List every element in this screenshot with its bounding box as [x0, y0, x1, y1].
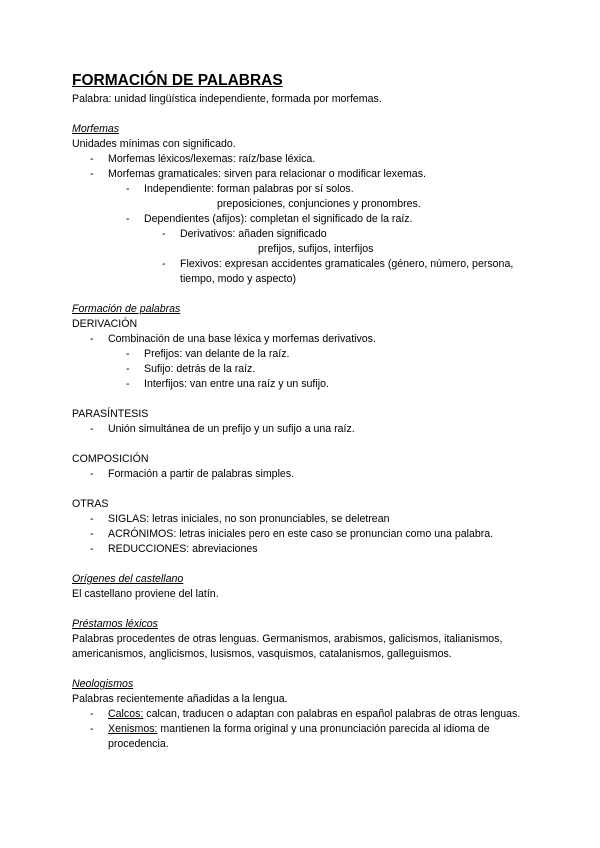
list-item: - Dependientes (afijos): completan el significado de la raíz. - Derivativos: añaden significado prefijos, sufijos, interfijos - Flexivos: expresan accidentes gramaticales (género, número, persona, tiempo, modo y aspecto)	[108, 212, 532, 287]
list-item: - Morfemas léxicos/lexemas: raíz/base léxica.	[72, 152, 532, 167]
list-item: - Combinación de una base léxica y morfemas derivativos. - Prefijos: van delante de la raíz. - Sufijo: detrás de la raíz. - Interfijos: van entre una raíz y un sufijo.	[72, 332, 532, 392]
section-heading-formacion: Formación de palabras	[72, 303, 181, 315]
parasintesis-label: PARASÍNTESIS	[72, 408, 149, 420]
list-item: - Calcos: calcan, traducen o adaptan con palabras en español palabras de otras lenguas.	[72, 707, 532, 722]
section-heading-neologismos: Neologismos	[72, 678, 134, 690]
origenes-text: El castellano proviene del latín.	[72, 588, 219, 600]
otras-label: OTRAS	[72, 498, 109, 510]
derivacion-label: DERIVACIÓN	[72, 318, 138, 330]
neologismos-text: Palabras recientemente añadidas a la lengua.	[72, 693, 288, 705]
list-item: - ACRÓNIMOS: letras iniciales pero en este caso se pronuncian como una palabra.	[72, 527, 532, 542]
xenismos-term: Xenismos:	[108, 723, 158, 735]
derivacion-sublist	[108, 347, 532, 392]
document-body	[72, 72, 532, 752]
morfemas-text: Unidades mínimas con significado.	[72, 138, 236, 150]
prestamos-text: Palabras procedentes de otras lenguas. Germanismos, arabismos, galicismos, italianismos, americanismos, anglicismos, lusismos, vasquismos, catalanismos, galleguismos.	[72, 633, 503, 660]
page-title: FORMACIÓN DE PALABRAS	[72, 72, 283, 89]
section-heading-prestamos: Préstamos léxicos	[72, 618, 158, 630]
composicion-list	[72, 467, 532, 482]
derivativos-continuation: prefijos, sufijos, interfijos	[258, 243, 374, 255]
parasintesis-list	[72, 422, 532, 437]
composicion-label: COMPOSICIÓN	[72, 453, 149, 465]
list-item: - Derivativos: añaden significado prefijos, sufijos, interfijos	[144, 227, 532, 257]
list-item: - Unión simultánea de un prefijo y un sufijo a una raíz.	[72, 422, 532, 437]
list-item: - Morfemas gramaticales: sirven para relacionar o modificar lexemas. - Independiente: forman palabras por sí solos. preposiciones, conjunciones y pronombres. - Dependientes (afijos): completan el significado de la raíz. - Derivativos: añaden significado prefijos, sufijos, interfijos - Flexivos: expresan accidentes gramaticales (género, número, persona, tiempo, modo y aspecto)	[72, 167, 532, 287]
list-item: - Sufijo: detrás de la raíz.	[108, 362, 532, 377]
section-heading-morfemas: Morfemas	[72, 123, 120, 135]
dependientes-sublist	[144, 227, 532, 287]
list-item: - REDUCCIONES: abreviaciones	[72, 542, 532, 557]
list-item: - Xenismos: mantienen la forma original y una pronunciación parecida al idioma de procedencia.	[72, 722, 532, 752]
independiente-continuation: preposiciones, conjunciones y pronombres.	[217, 198, 421, 210]
list-item: - Formación a partir de palabras simples.	[72, 467, 532, 482]
calcos-term: Calcos:	[108, 708, 144, 720]
list-item: - Prefijos: van delante de la raíz.	[108, 347, 532, 362]
morfemas-list	[72, 152, 532, 287]
list-item: - Flexivos: expresan accidentes gramaticales (género, número, persona, tiempo, modo y aspecto)	[144, 257, 532, 287]
otras-list	[72, 512, 532, 557]
intro-text: Palabra: unidad lingüística independiente, formada por morfemas.	[72, 93, 382, 105]
gramaticales-sublist	[108, 182, 532, 287]
list-item: - Independiente: forman palabras por sí solos. preposiciones, conjunciones y pronombres.	[108, 182, 532, 212]
section-heading-origenes: Orígenes del castellano	[72, 573, 184, 585]
list-item: - SIGLAS: letras iniciales, no son pronunciables, se deletrean	[72, 512, 532, 527]
list-item: - Interfijos: van entre una raíz y un sufijo.	[108, 377, 532, 392]
neologismos-list	[72, 707, 532, 752]
derivacion-list	[72, 332, 532, 392]
